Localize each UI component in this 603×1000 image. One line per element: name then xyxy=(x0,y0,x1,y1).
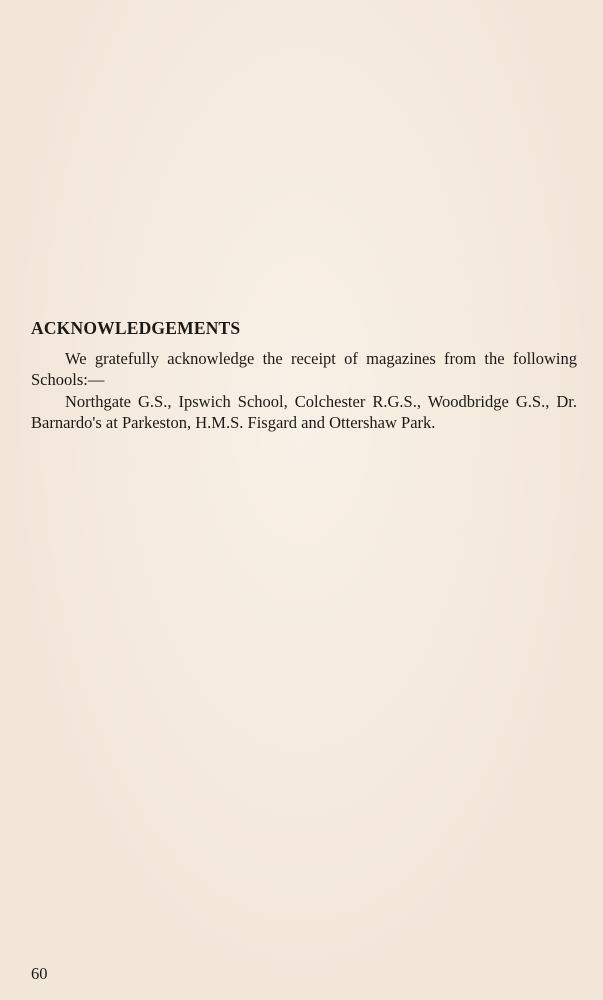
schools-paragraph xyxy=(31,391,577,433)
acknowledgements-section xyxy=(31,318,577,433)
intro-text: We gratefully acknowledge the receipt of magazines from the following Schools:— xyxy=(31,349,577,389)
schools-text: Northgate G.S., Ipswich School, Colchester R.G.S., Woodbridge G.S., Dr. Barnardo's at Parkeston, H.M.S. Fisgard and Ottershaw Park. xyxy=(31,392,577,432)
show-through-text-bottom xyxy=(30,470,575,940)
intro-paragraph xyxy=(31,348,577,390)
show-through-text-top xyxy=(30,10,575,265)
page-number: 60 xyxy=(31,964,48,983)
section-heading: ACKNOWLEDGEMENTS xyxy=(31,318,241,338)
